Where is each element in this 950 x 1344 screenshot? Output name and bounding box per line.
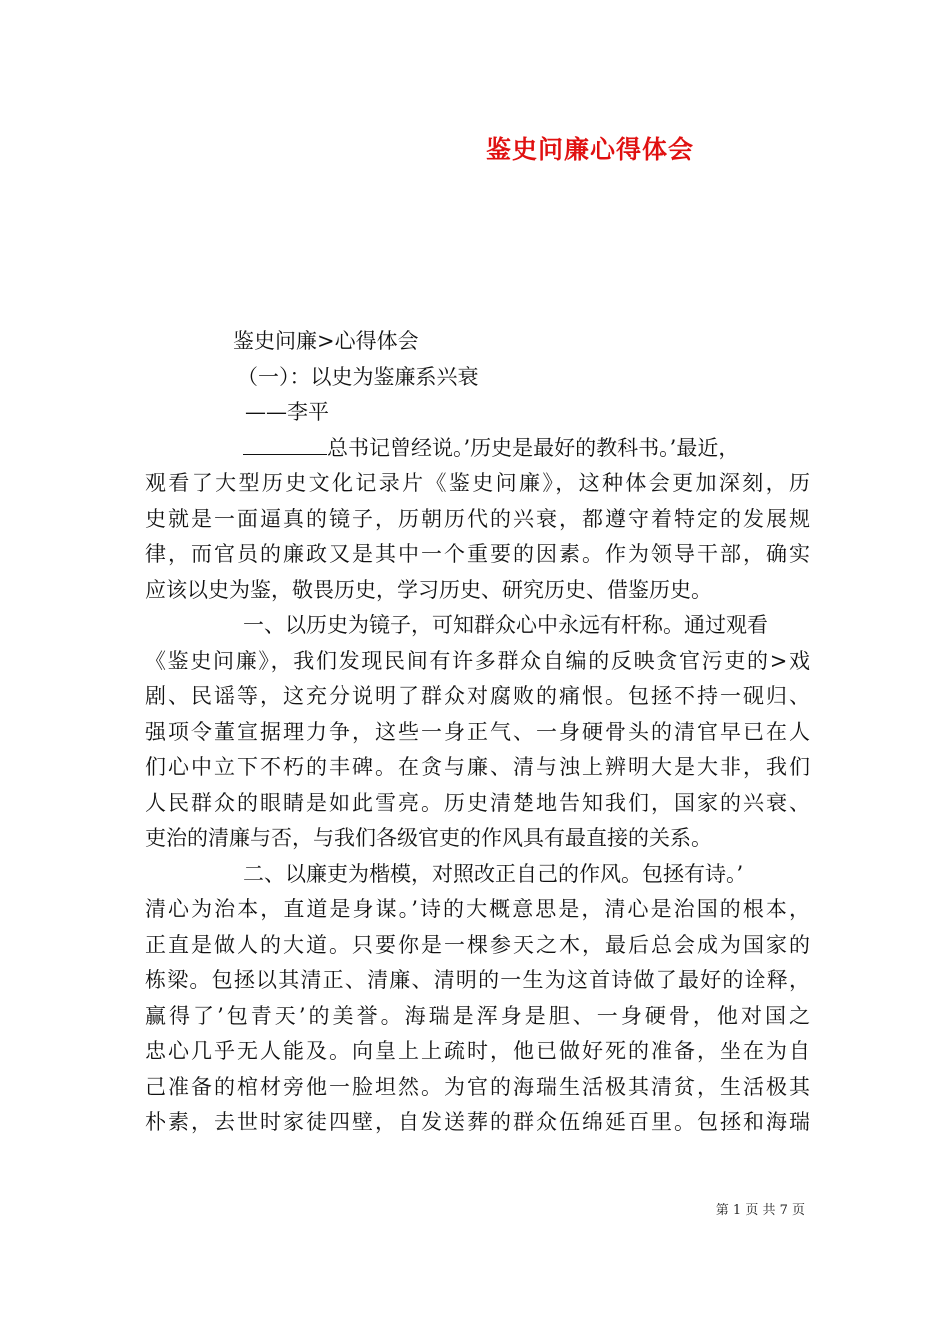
paragraph-line: 律，而官员的廉政又是其中一个重要的因素。作为领导干部，确实 — [145, 542, 810, 566]
paragraph-line: 栋梁。包拯以其清正、清廉、清明的一生为这首诗做了最好的诠释， — [145, 968, 810, 992]
paragraph-line: 吏治的清廉与否，与我们各级官吏的作风具有最直接的关系。 — [145, 826, 712, 850]
paragraph-line: 应该以史为鉴，敬畏历史，学习历史、研究历史、借鉴历史。 — [145, 577, 712, 602]
paragraph-line: 们心中立下不朽的丰碑。在贪与廉、清与浊上辨明大是大非，我们 — [145, 755, 810, 779]
paragraph-line: 己准备的棺材旁他一脸坦然。为官的海瑞生活极其清贫，生活极其 — [145, 1074, 810, 1099]
paragraph-line: 剧、民谣等，这充分说明了群众对腐败的痛恨。包拯不持一砚归、 — [145, 684, 810, 708]
paragraph-line: 史就是一面逼真的镜子，历朝历代的兴衰，都遵守着特定的发展规 — [145, 506, 810, 531]
paragraph-line: 朴素，去世时家徒四壁，自发送葬的群众伍绵延百里。包拯和海瑞 — [145, 1110, 810, 1134]
paragraph-line: 二、以廉吏为楷模，对照改正自己的作风。包拯有诗。’ — [243, 861, 744, 886]
paragraph-line: 《鉴史问廉》，我们发现民间有许多群众自编的反映贪官污吏的>戏 — [145, 648, 810, 673]
paragraph-line: 观看了大型历史文化记录片《鉴史问廉》，这种体会更加深刻，历 — [145, 471, 810, 495]
section-subheading: （一）：以史为鉴廉系兴衰 — [237, 364, 479, 389]
document-body — [145, 324, 810, 1141]
page-number-footer: 第 1 页 共 7 页 — [715, 1203, 805, 1218]
paragraph-line: 清心为治本，直道是身谋。’诗的大概意思是，清心是治国的根本， — [145, 897, 810, 921]
paragraph-line: 强项令董宣据理力争，这些一身正气、一身硬骨头的清官早已在人 — [145, 719, 810, 744]
paragraph-line: 正直是做人的大道。只要你是一棵参天之木，最后总会成为国家的 — [145, 932, 810, 957]
section-heading: 鉴史问廉>心得体会 — [233, 329, 419, 353]
paragraph-text: 总书记曾经说。’历史是最好的教科书。’最近， — [327, 435, 740, 460]
paragraph-line: 一、以历史为镜子，可知群众心中永远有杆称。通过观看 — [243, 613, 768, 637]
paragraph-line: 赢得了’包青天’的美誉。海瑞是浑身是胆、一身硬骨，他对国之 — [145, 1003, 810, 1028]
blank-underline — [243, 436, 327, 455]
paragraph-line: 人民群众的眼睛是如此雪亮。历史清楚地告知我们，国家的兴衰、 — [145, 790, 810, 815]
paragraph-line — [145, 431, 810, 467]
document-title: 鉴史问廉心得体会 — [485, 135, 694, 164]
author-line: ——李平 — [245, 400, 329, 424]
paragraph-line: 忠心几乎无人能及。向皇上上疏时，他已做好死的准备，坐在为自 — [145, 1039, 810, 1063]
